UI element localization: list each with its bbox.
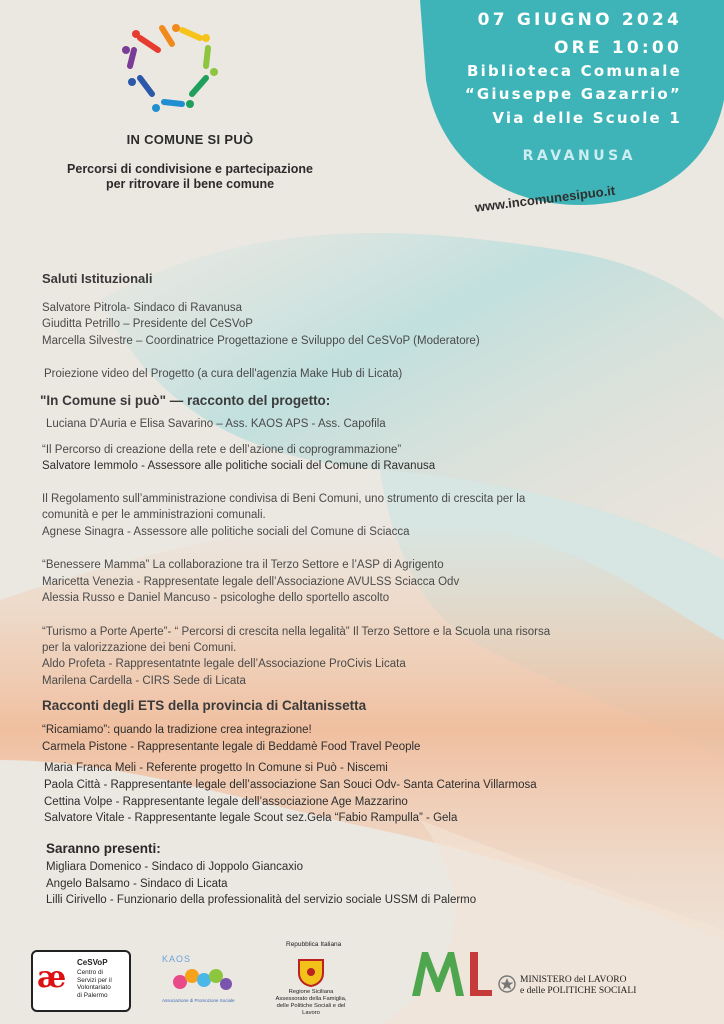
block-line: “Turismo a Porte Aperte”- “ Percorsi di crescita nella legalità” Il Terzo Settore e la Scuola una risorsa bbox=[42, 626, 551, 638]
ets-item: Carmela Pistone - Rappresentante legale di Beddamè Food Travel People bbox=[42, 741, 421, 753]
block-line: Marilena Cardella - CIRS Sede di Licata bbox=[42, 675, 246, 687]
venue-line-1: Biblioteca Comunale bbox=[466, 62, 682, 80]
proiezione-text: Proiezione video del Progetto (a cura dell'agenzia Make Hub di Licata) bbox=[44, 368, 403, 380]
event-city: RAVANUSA bbox=[522, 148, 636, 164]
event-date: 07 GIUGNO 2024 bbox=[477, 10, 682, 30]
org-name: IN COMUNE SI PUÒ bbox=[126, 132, 254, 147]
ets-item: Paola Città - Rappresentante legale dell’associazione San Souci Odv- Santa Caterina Villarmosa bbox=[44, 779, 537, 791]
kaos-subtitle: Associazione di Promozione Sociale bbox=[162, 998, 235, 1003]
block-line: Aldo Profeta - Rappresentatnte legale dell’Associazione ProCivis Licata bbox=[42, 658, 406, 670]
racconto-speaker: Luciana D'Auria e Elisa Savarino – Ass. KAOS APS - Ass. Capofila bbox=[46, 418, 386, 430]
cesvop-line: di Palermo bbox=[77, 991, 108, 999]
ministero-name bbox=[520, 975, 636, 997]
ets-item: Salvatore Vitale - Rappresentante legale Scout sez.Gela “Fabio Rampulla” - Gela bbox=[44, 812, 458, 824]
cesvop-line: Servizi per il bbox=[77, 976, 112, 984]
regione-top-label: Repubblica Italiana bbox=[286, 941, 342, 948]
ministero-ml-logo-icon bbox=[410, 948, 494, 998]
presenti-item: Migliara Domenico - Sindaco di Joppolo Giancaxio bbox=[46, 861, 303, 873]
saluti-item: Giuditta Petrillo – Presidente del CeSVoP bbox=[42, 318, 253, 330]
regione-line: delle Politiche Sociali e del bbox=[276, 1003, 346, 1009]
ministero-line-1: MINISTERO del LAVORO bbox=[520, 975, 627, 985]
cesvop-line: Volontariato bbox=[77, 984, 111, 991]
cesvop-line: Centro di bbox=[77, 969, 103, 976]
block-line: comunità e per le amministrazioni comunali. bbox=[42, 509, 266, 521]
event-time: ORE 10:00 bbox=[554, 38, 682, 58]
block-line: Alessia Russo e Daniel Mancuso - psicologhe dello sportello ascolto bbox=[42, 592, 390, 604]
italian-republic-emblem-icon bbox=[498, 975, 516, 993]
racconto-title: "In Comune si può" — racconto del progetto: bbox=[40, 393, 331, 408]
regione-line: Lavoro bbox=[302, 1010, 320, 1016]
tagline-line-1: Percorsi di condivisione e partecipazione bbox=[67, 162, 313, 176]
trinacria-shield-icon bbox=[296, 957, 326, 987]
ministero-line-2: e delle POLITICHE SOCIALI bbox=[520, 986, 637, 996]
kaos-logo-title: KAOS bbox=[162, 954, 192, 964]
block-line: “Benessere Mamma” La collaborazione tra il Terzo Settore e l’ASP di Agrigento bbox=[42, 559, 444, 571]
cesvop-name: CeSVoP bbox=[77, 958, 108, 967]
cesvop-mark-icon: æ bbox=[37, 960, 67, 995]
saluti-item: Marcella Silvestre – Coordinatrice Progettazione e Sviluppo del CeSVoP (Moderatore) bbox=[42, 335, 480, 347]
block-line: Maricetta Venezia - Rappresentate legale dell’Associazione AVULSS Sciacca Odv bbox=[42, 576, 460, 588]
ets-item: Maria Franca Meli - Referente progetto In Comune si Può - Niscemi bbox=[44, 762, 388, 774]
block-line: Il Regolamento sull’amministrazione condivisa di Beni Comuni, uno strumento di crescita per la bbox=[42, 493, 526, 505]
presenti-item: Lilli Cirivello - Funzionario della professionalità del servizio sociale USSM di Palermo bbox=[46, 894, 477, 906]
ets-title: Racconti degli ETS della provincia di Caltanissetta bbox=[42, 698, 367, 713]
website-link[interactable]: www.incomunesipuo.it bbox=[474, 182, 616, 215]
kaos-hands-icon bbox=[168, 964, 238, 996]
ets-item: Cettina Volpe - Rappresentante legale dell’associazione Age Mazzarino bbox=[44, 796, 408, 808]
regione-line: Regione Siciliana bbox=[288, 989, 334, 995]
saluti-title: Saluti Istituzionali bbox=[42, 271, 153, 286]
event-badge-background bbox=[420, 0, 724, 210]
tagline-line-2: per ritrovare il bene comune bbox=[105, 177, 275, 191]
saluti-item: Salvatore Pitrola- Sindaco di Ravanusa bbox=[42, 302, 243, 314]
block-line: per la valorizzazione dei beni Comuni. bbox=[42, 642, 237, 654]
regione-line: Assessorato della Famiglia, bbox=[275, 996, 347, 1002]
colorful-people-star-icon bbox=[120, 20, 230, 120]
venue-line-2: “Giuseppe Gazarrio” bbox=[464, 85, 682, 103]
cesvop-subtitle bbox=[77, 969, 112, 999]
presenti-item: Angelo Balsamo - Sindaco di Licata bbox=[46, 878, 228, 890]
block-line: Agnese Sinagra - Assessore alle politiche sociali del Comune di Sciacca bbox=[42, 526, 410, 538]
regione-name bbox=[266, 989, 356, 1017]
block-line: “Il Percorso di creazione della rete e dell’azione di coprogrammazione” bbox=[42, 444, 402, 456]
cesvop-logo bbox=[31, 950, 131, 1012]
ets-item: “Ricamiamo”: quando la tradizione crea integrazione! bbox=[42, 724, 312, 736]
presenti-title: Saranno presenti: bbox=[46, 841, 161, 856]
tagline bbox=[30, 162, 350, 192]
block-line: Salvatore Iemmolo - Assessore alle politiche sociali del Comune di Ravanusa bbox=[42, 460, 436, 472]
venue-line-3: Via delle Scuole 1 bbox=[492, 109, 682, 127]
